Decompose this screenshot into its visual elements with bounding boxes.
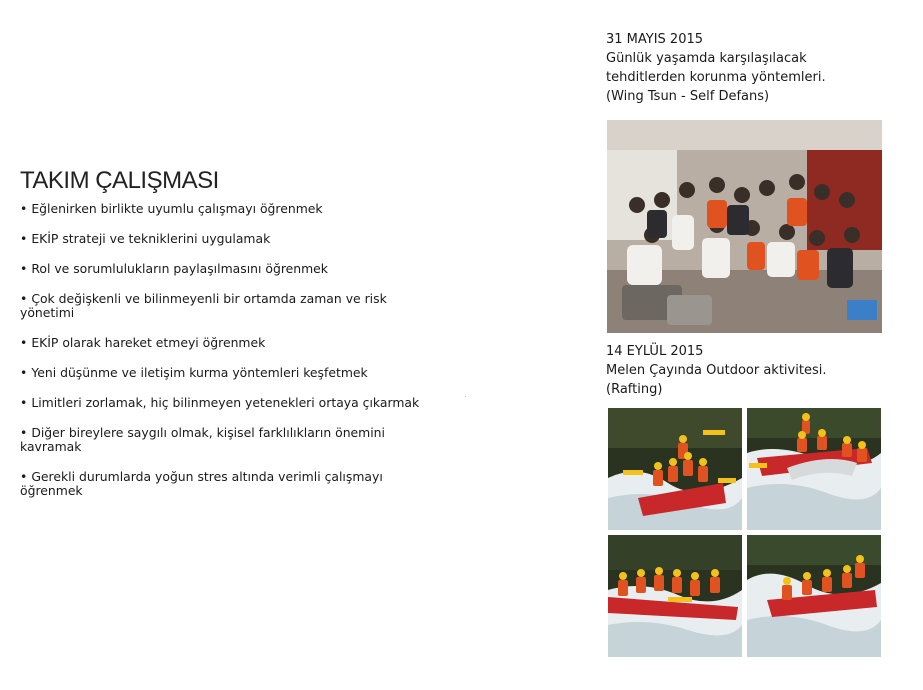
rafting-photo xyxy=(747,535,881,657)
rafting-photo xyxy=(747,408,881,530)
list-item: • Gerekli durumlarda yoğun stres altında verimli çalışmayı öğrenmek xyxy=(20,469,383,498)
event-description-line: (Rafting) xyxy=(606,382,663,397)
event-description-line: Günlük yaşamda karşılaşılacak xyxy=(606,51,807,66)
list-item: • Yeni düşünme ve iletişim kurma yöntemleri keşfetmek xyxy=(20,365,368,380)
list-item: • Limitleri zorlamak, hiç bilinmeyen yetenekleri ortaya çıkarmak xyxy=(20,395,420,410)
group-photo xyxy=(607,120,882,333)
team-work-bullet-list xyxy=(20,202,440,498)
team-work-title: TAKIM ÇALIŞMASI xyxy=(20,167,219,194)
list-item: • Çok değişkenli ve bilinmeyenli bir ortamda zaman ve risk yönetimi xyxy=(20,291,387,320)
list-item: • Rol ve sorumlulukların paylaşılmasını öğrenmek xyxy=(20,261,328,276)
event-description-line: (Wing Tsun - Self Defans) xyxy=(606,89,770,104)
list-item: • EKİP olarak hareket etmeyi öğrenmek xyxy=(20,335,266,350)
list-item: • Eğlenirken birlikte uyumlu çalışmayı öğrenmek xyxy=(20,201,323,216)
rafting-photo xyxy=(608,408,742,530)
event-self-defense-caption xyxy=(606,30,826,106)
list-item: • Diğer bireylere saygılı olmak, kişisel farklılıkların önemini kavramak xyxy=(20,425,385,454)
list-item: • EKİP strateji ve tekniklerini uygulamak xyxy=(20,231,271,246)
event-date: 31 MAYIS 2015 xyxy=(606,32,704,47)
event-description-line: tehditlerden korunma yöntemleri. xyxy=(606,70,826,85)
event-date: 14 EYLÜL 2015 xyxy=(606,344,704,359)
rafting-photo xyxy=(608,535,742,657)
event-description-line: Melen Çayında Outdoor aktivitesi. xyxy=(606,363,827,378)
decorative-speck xyxy=(465,396,466,397)
team-work-section xyxy=(20,166,440,514)
event-rafting-caption xyxy=(606,342,826,399)
